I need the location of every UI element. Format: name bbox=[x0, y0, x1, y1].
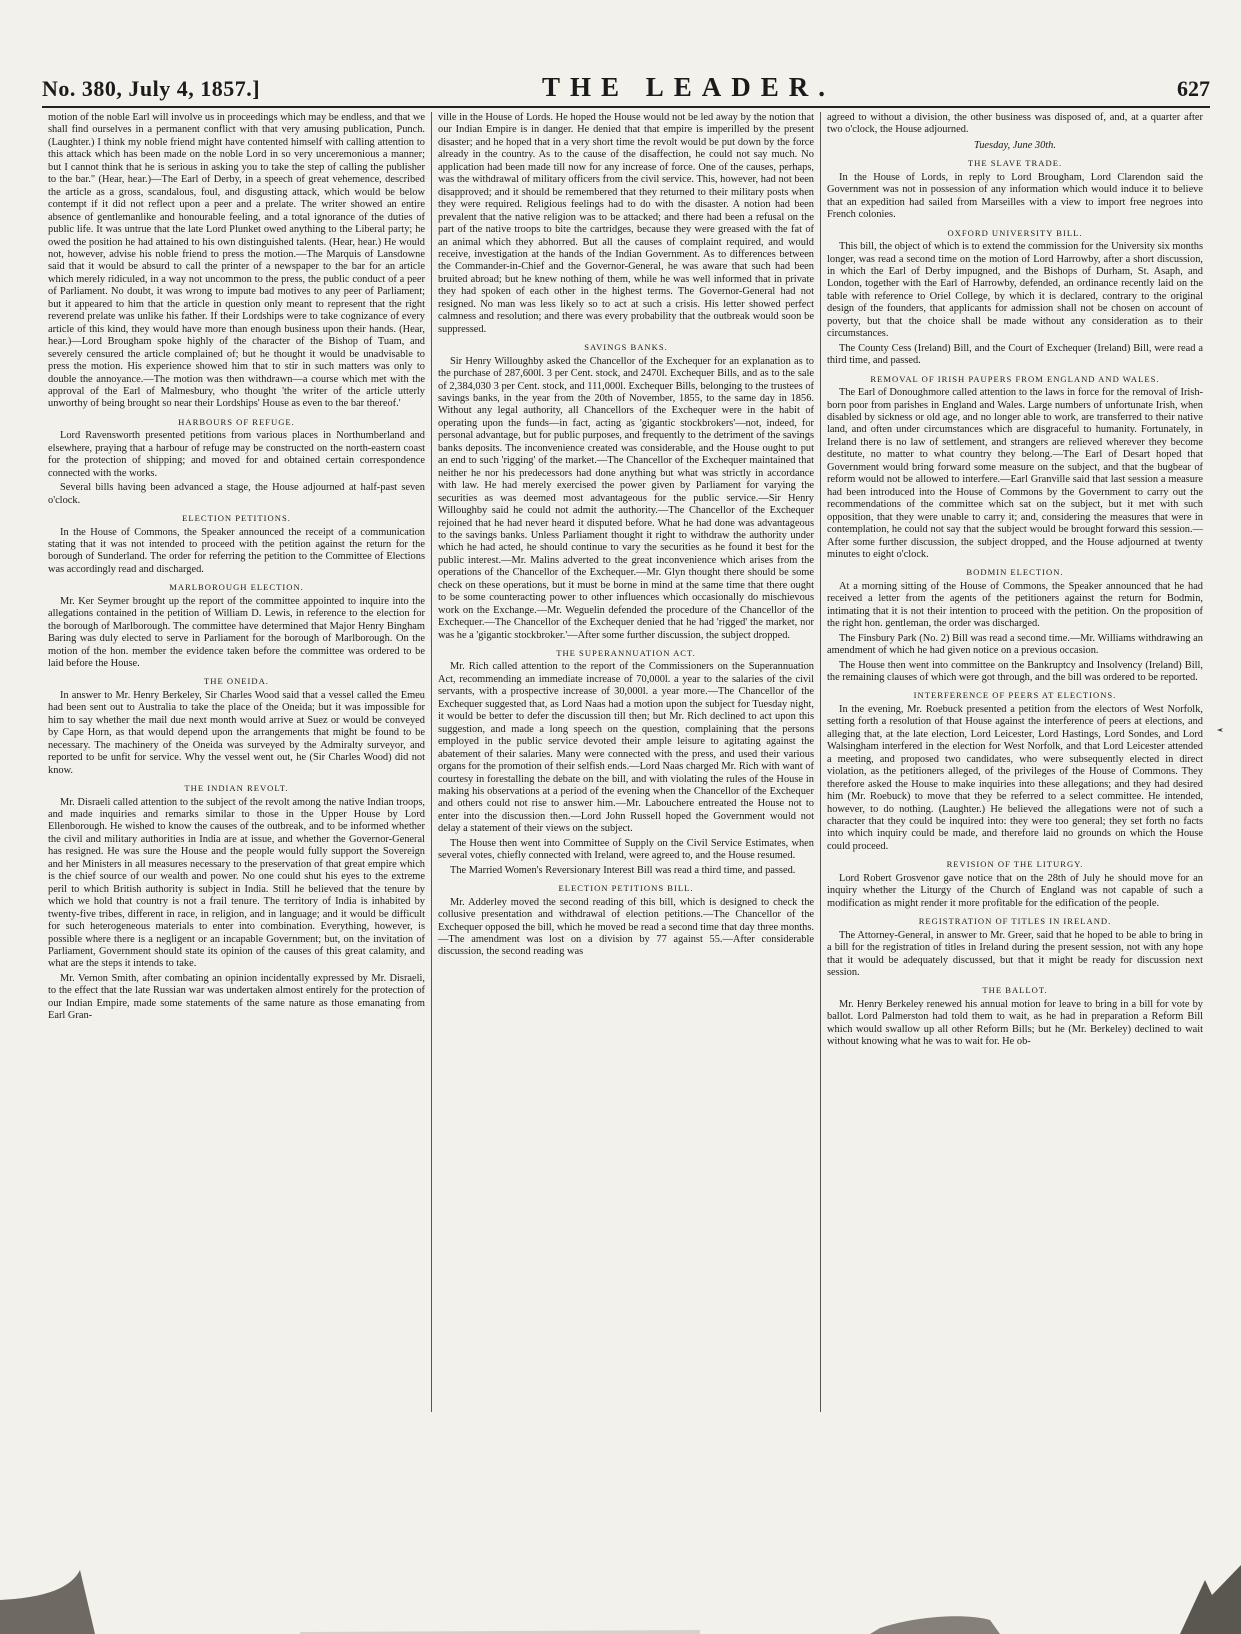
section-heading: MARLBOROUGH ELECTION. bbox=[169, 582, 304, 593]
section-heading: INTERFERENCE OF PEERS AT ELECTIONS. bbox=[913, 690, 1117, 701]
issue-line: No. 380, July 4, 1857.] bbox=[42, 76, 261, 101]
article-paragraph: Mr. Henry Berkeley renewed his annual motion for leave to bring in a bill for vote by ballot. Lord Palmerston had told them to wait, as he had in preparation a Reform Bill which would swallow up all other Reform Bills; but he (Mr. Berkeley) declined to wait without knowing what he was to wait for. He ob- bbox=[827, 998, 1203, 1048]
section-heading: THE INDIAN REVOLT. bbox=[184, 783, 289, 794]
article-paragraph: ville in the House of Lords. He hoped the House would not be led away by the notion that our Indian Empire is in danger. He denied that that empire is imperilled by the present disaster; and he hoped that in a very short time the revolt would be put down by the force already in the country. As to the cause of the disaffection, he could not say much. No application had been made till now for any increase of force. One of the causes, perhaps, was the withdrawal of military officers from the civil service. This, however, had not been disapproved; and it should be remembered that they returned to their military posts when they were required. Religious feelings had to do with the disaster. A notion had been prevalent that the native religion was to be attacked; and there had been a refusal on the part of the native troops to bite the cartridges, because they were greased with the fat of an animal which they abhorred. But all the causes of complaint required, and would receive, investigation at the hands of the Indian Government. As to differences between the Commander-in-Chief and the Governor-General, he was aware that such had been bruited abroad; but he knew nothing of them, while he was well informed that in private they had spoken of each other in the highest terms. The Governor-General had not resigned. No man was less likely so to act at such a crisis. His letter showed perfect calmness and resolution; and there was every probability that the outbreak would soon be suppressed. bbox=[438, 112, 814, 335]
text-columns bbox=[42, 112, 1210, 1412]
article-paragraph: Mr. Disraeli called attention to the subject of the revolt among the native Indian troops, and made inquiries and remarks similar to those in the Upper House by Lord Ellenborough. He wished to know the causes of the outbreak, and to be informed whether the civil and military authorities in India are at issue, and whether the Governor-General has resigned. He was sure the House and the people would fully support the Sovereign and her Ministers in all measures necessary to the preservation of that great empire which is the chief source of our wealth and power. No one could shut his eyes to the extreme peril to which British authority is subject in India. Still he believed that the tenure by which we hold that country is not a frail tenure. The territory of India is inhabited by twenty-five tribes, different in race, in religion, and in language; and it would be difficult for such heterogeneous materials to enter into combination. Everything, however, is possible where there is a negligent or an incapable Government; but, on the invitation of Parliament, Government should state its opinion of the causes of this great calamity, and what are the steps it intends to take. bbox=[48, 796, 425, 970]
article-paragraph: Lord Ravensworth presented petitions from various places in Northumberland and elsewhere, praying that a harbour of refuge may be constructed on the north-eastern coast for the protection of shipping; and moved for and obtained certain correspondence connected with the works. bbox=[48, 430, 425, 479]
section-heading: THE SUPERANNUATION ACT. bbox=[556, 648, 696, 659]
article-paragraph: Several bills having been advanced a stage, the House adjourned at half-past seven o'clock. bbox=[48, 482, 425, 506]
article-paragraph: In the House of Commons, the Speaker announced the receipt of a communication stating that it was not intended to proceed with the petition against the return for the borough of Sunderland. The order for referring the petition to the Committee of Elections was accordingly read and discharged. bbox=[48, 526, 425, 575]
newspaper-page bbox=[42, 72, 1210, 1412]
section-heading: OXFORD UNIVERSITY BILL. bbox=[947, 227, 1083, 238]
article-paragraph: agreed to without a division, the other business was disposed of, and, at a quarter after two o'clock, the House adjourned. bbox=[827, 112, 1203, 136]
scan-edge-artifact bbox=[0, 1560, 1241, 1634]
article-paragraph: In answer to Mr. Henry Berkeley, Sir Charles Wood said that a vessel called the Emeu had been sent out to Australia to take the place of the Oneida; but it was impossible for him to say whether the mail due next month would arrive at Suez or would be conveyed by Cape Horn, as that would depend upon the arrangements that might be found to be necessary. The machinery of the Oneida was surveyed by the Admiralty surveyor, and reported to be unfit for service. Why the vessel went out, he (Sir Charles Wood) did not know. bbox=[48, 689, 425, 776]
section-heading: BODMIN ELECTION. bbox=[966, 567, 1064, 578]
article-paragraph: Sir Henry Willoughby asked the Chancellor of the Exchequer for an explanation as to the purchase of 287,600l. 3 per Cent. stock, and 2470l. Exchequer Bills, and as to the sale of 2,384,030 3 per Cent. stock, and 111,000l. Exchequer Bills, belonging to the trustees of savings banks, in the year from the 20th of November, 1855, to the same day in 1856. Without any legal authority, all Chancellors of the Exchequer were in the habit of operating upon the funds—in fact, acting as 'gigantic stockbrokers'—not, indeed, for personal advantage, but for public purposes, and frequently to the detriment of the savings banks deposits. The inconvenience created was considerable, and the House ought to put an end to such 'rigging' of the market.—The Chancellor of the Exchequer maintained that neither he nor his predecessors had done anything but what was strictly in accordance with law. He had merely exercised the power given by Parliament for varying the securities as was deemed most advantageous for the public service.—Sir Henry Willoughby said he could not admit the authority.—The Chancellor of the Exchequer rejoined that he had never heard it disputed before. What he had done was advantageous to the savings banks. Unless Parliament thought it right to withdraw the authority under which he had acted, he should continue to vary the securities as he found it best for the public interest.—Mr. Malins adverted to the great inconvenience which arises from the operations of the Chancellor of the Exchequer.—Mr. Glyn thought there should be some check on these operations, but it must be borne in mind at the same time that there ought to be some counteracting power to other influences which occasionally do mischievous work on the Exchange.—Mr. Weguelin defended the procedure of the Chancellor of the Exchequer.—The Chancellor of the Exchequer denied that he had 'rigged' the market, nor was he a 'gigantic stockbroker.'—After some further discussion, the subject dropped. bbox=[438, 355, 814, 641]
article-paragraph: Mr. Ker Seymer brought up the report of the committee appointed to inquire into the allegations contained in the petition of William D. Lewis, in reference to the election for the borough of Marlborough. The committee have determined that Major Henry Bingham Baring was duly elected to serve in Parliament for the borough of Marlborough. On the motion of the hon. member the evidence taken before the committee was ordered to be laid before the House. bbox=[48, 595, 425, 670]
section-heading: REVISION OF THE LITURGY. bbox=[946, 859, 1084, 870]
article-paragraph: Lord Robert Grosvenor gave notice that on the 28th of July he should move for an inquiry whether the Liturgy of the Church of England was not capable of such a modification as might render it more profitable for the edification of the people. bbox=[827, 872, 1203, 909]
newspaper-title: THE LEADER. bbox=[542, 72, 836, 102]
margin-mark-icon bbox=[1216, 727, 1224, 733]
section-heading: THE SLAVE TRADE. bbox=[967, 158, 1063, 169]
masthead bbox=[42, 72, 1210, 108]
article-paragraph: This bill, the object of which is to extend the commission for the University six months longer, was read a second time on the motion of Lord Harrowby, after a short discussion, in which the Earl of Derby impugned, and the Bishops of Durham, St. Asaph, and London, together with the Earl of Harrowby, defended, an ordinance recently laid on the table with reference to Oriel College, by which it is declared, contrary to the original design of the founders, that applicants for admission shall not be chosen on account of poverty, but that the choice shall be made without any consideration as to their circumstances. bbox=[827, 241, 1203, 340]
section-heading: ELECTION PETITIONS BILL. bbox=[558, 883, 694, 894]
article-paragraph: The Finsbury Park (No. 2) Bill was read a second time.—Mr. Williams withdrawing an amendment of which he had given notice on a previous occasion. bbox=[827, 632, 1203, 657]
article-paragraph: motion of the noble Earl will involve us in proceedings which may be endless, and that we shall find ourselves in a permanent conflict with that very amusing publication, Punch. (Laughter.) I think my noble friend might have contented himself with calling attention to this attack which has been made on the noble Lord in so very unceremonious a manner; but I cannot think that he is serious in asking you to take the step of calling the publisher to the bar." (Hear, hear.)—The Earl of Derby, in a speech of great vehemence, described the article as a gross, scandalous, foul, and disgusting attack, which would be below contempt if it did not reflect upon a peer and a prelate. The writer showed an entire absence of gentlemanlike and honourable feeling, and a total ignorance of the duties of public life. It was untrue that the late Lord Plunket owed anything to the Liberal party; he owed the position he had attained to his own distinguished talents. (Hear, hear.) He would not, however, advise his noble friend to press the motion.—The Marquis of Lansdowne said that it would be absurd to call the printer of a newspaper to the bar for an article which merely ridiculed, in a way not uncommon to the press, the public conduct of a peer of Parliament. No doubt, it was wrong to impute bad motives to any peer of Parliament; but it appeared to him that the article in question only meant to represent that the right reverend prelate was unlike his father. If their Lordships were to take cognizance of every article of this kind, they would have more than enough business upon their hands. (Hear, hear.)—Lord Brougham spoke highly of the character of the Bishop of Tuam, and severely censured the article complained of; but he thought it would be unadvisable to press the motion. His experience showed him that to stir in such matters was only to double the annoyance.—The motion was then withdrawn—a course which met with the approval of the Earl of Malmesbury, who thought 'the writer of the article utterly unworthy of being brought so near their Lordships' House as even to the bar thereof.' bbox=[48, 112, 425, 410]
section-heading: ELECTION PETITIONS. bbox=[182, 513, 291, 524]
article-paragraph: The Married Women's Reversionary Interest Bill was read a third time, and passed. bbox=[450, 864, 796, 876]
article-paragraph: The Earl of Donoughmore called attention to the laws in force for the removal of Irish-born poor from parishes in England and Wales. Large numbers of unfortunate Irish, when disabled by sickness or old age, and no longer able to work, are transferred to their native land, and often under circumstances which are disgraceful to humanity. Fortunately, in Ireland there is no law of settlement, and strangers are relieved wherever they become destitute, no matter to what country they belong.—The Earl of Desart hoped that Government would bring forward some measure on the subject, and that the bugbear of reform would not be allowed to interfere.—Earl Granville said that last session a measure had been introduced into the House of Commons by the Government to carry out the recommendations of the committee which sat on the subject, but it met with such opposition, that they were unable to carry it; and, considering the measures that were in contemplation, he could not say that the subject would be brought forward this session.—After some further discussion, the subject dropped, and the House adjourned at twenty minutes to eight o'clock. bbox=[827, 387, 1203, 560]
article-paragraph: The County Cess (Ireland) Bill, and the Court of Exchequer (Ireland) Bill, were read a third time, and passed. bbox=[827, 342, 1203, 367]
page-number: 627 bbox=[1176, 76, 1210, 101]
section-heading: THE ONEIDA. bbox=[204, 676, 269, 687]
article-paragraph: Mr. Rich called attention to the report of the Commissioners on the Superannuation Act, recommending an immediate increase of 70,000l. a year to the salaries of the civil servants, with a prospective increase of 30,000l. a year more.—The Chancellor of the Exchequer suggested that, as Lord Naas had a motion upon the subject for Tuesday night, it would be better to defer the discussion till then; but Mr. Rich declined to act upon this suggestion, and made a long speech on the question, complaining that the persons employed in the public service devoted their ample leisure to agitating against the abatement of their salaries. Many were connected with the press, and used their various organs for the promotion of their selfish ends.—Lord Naas charged Mr. Rich with want of courtesy in forestalling the debate on the bill, and with violating the rules of the House in making his observations at a period of the evening when the Chancellor of the Exchequer and others could not rise to answer him.—Mr. Labouchere entreated the House not to enter into the discussion then.—Lord John Russell hoped the Government would not delay a statement of their views on the subject. bbox=[438, 661, 814, 835]
article-paragraph: The House then went into Committee of Supply on the Civil Service Estimates, when several votes, chiefly connected with Ireland, were agreed to, and the House resumed. bbox=[438, 837, 814, 862]
article-paragraph: In the House of Lords, in reply to Lord Brougham, Lord Clarendon said the Government was not in possession of any information which would induce it to believe that an expedition had sailed from Marseilles with a view to import free negroes into French colonies. bbox=[827, 171, 1203, 221]
article-paragraph: The Attorney-General, in answer to Mr. Greer, said that he hoped to be able to bring in a bill for the registration of titles in Ireland during the present session, not with any hope that it would be adequately discussed, but that it might be ready for discussion next session. bbox=[827, 929, 1203, 978]
article-paragraph: In the evening, Mr. Roebuck presented a petition from the electors of West Norfolk, setting forth a resolution of that House against the interference of peers at elections, and alleging that, at the late election, Lord Leicester, Lord Hastings, Lord Sondes, and Lord Walsingham interfered in the election for West Norfolk, and that Lord Leicester attended a meeting, and proposed two candidates, who were subsequently elected in direct violation, as the petitioners alleged, of the privileges of the House of Commons. They therefore asked the House to make inquiries into these allegations; and they had desired him (Mr. Roebuck) to move that they be referred to a select committee. He intended, however, to do nothing. (Laughter.) He believed the allegations were not of such a character that they could be inquired into: they were too general; they set forth no facts into which inquiry could be made, and therefore laid no grounds on which the House could proceed. bbox=[827, 703, 1203, 852]
dateline: Tuesday, June 30th. bbox=[974, 139, 1056, 151]
column-3 bbox=[820, 112, 1209, 1412]
section-heading: THE BALLOT. bbox=[982, 985, 1048, 996]
article-paragraph: The House then went into committee on the Bankruptcy and Insolvency (Ireland) Bill, the remaining clauses of which were got through, and the bill was ordered to be reported. bbox=[827, 659, 1203, 684]
article-paragraph: Mr. Adderley moved the second reading of this bill, which is designed to check the collusive presentation and withdrawal of election petitions.—The Chancellor of the Exchequer opposed the bill, which he moved be read a second time that day three months.—The amendment was lost on a division by 77 against 55.—After considerable discussion, the second reading was bbox=[438, 896, 814, 958]
section-heading: REGISTRATION OF TITLES IN IRELAND. bbox=[918, 916, 1112, 927]
column-1 bbox=[42, 112, 431, 1412]
section-heading: SAVINGS BANKS. bbox=[584, 342, 668, 353]
article-paragraph: At a morning sitting of the House of Commons, the Speaker announced that he had received a letter from the agents of the petitioners against the return for Bodmin, intimating that it is not their intention to proceed with the petition. On the proposition of the right hon. gentleman, the order was discharged. bbox=[827, 580, 1203, 630]
article-paragraph: Mr. Vernon Smith, after combating an opinion incidentally expressed by Mr. Disraeli, to the effect that the late Russian war was undertaken almost entirely for the protection of our Indian Empire, made some statements of the same nature as those emanating from Earl Gran- bbox=[48, 972, 425, 1022]
section-heading: HARBOURS OF REFUGE. bbox=[178, 416, 295, 427]
section-heading: REMOVAL OF IRISH PAUPERS FROM ENGLAND AND WALES. bbox=[870, 373, 1160, 384]
column-2 bbox=[431, 112, 820, 1412]
